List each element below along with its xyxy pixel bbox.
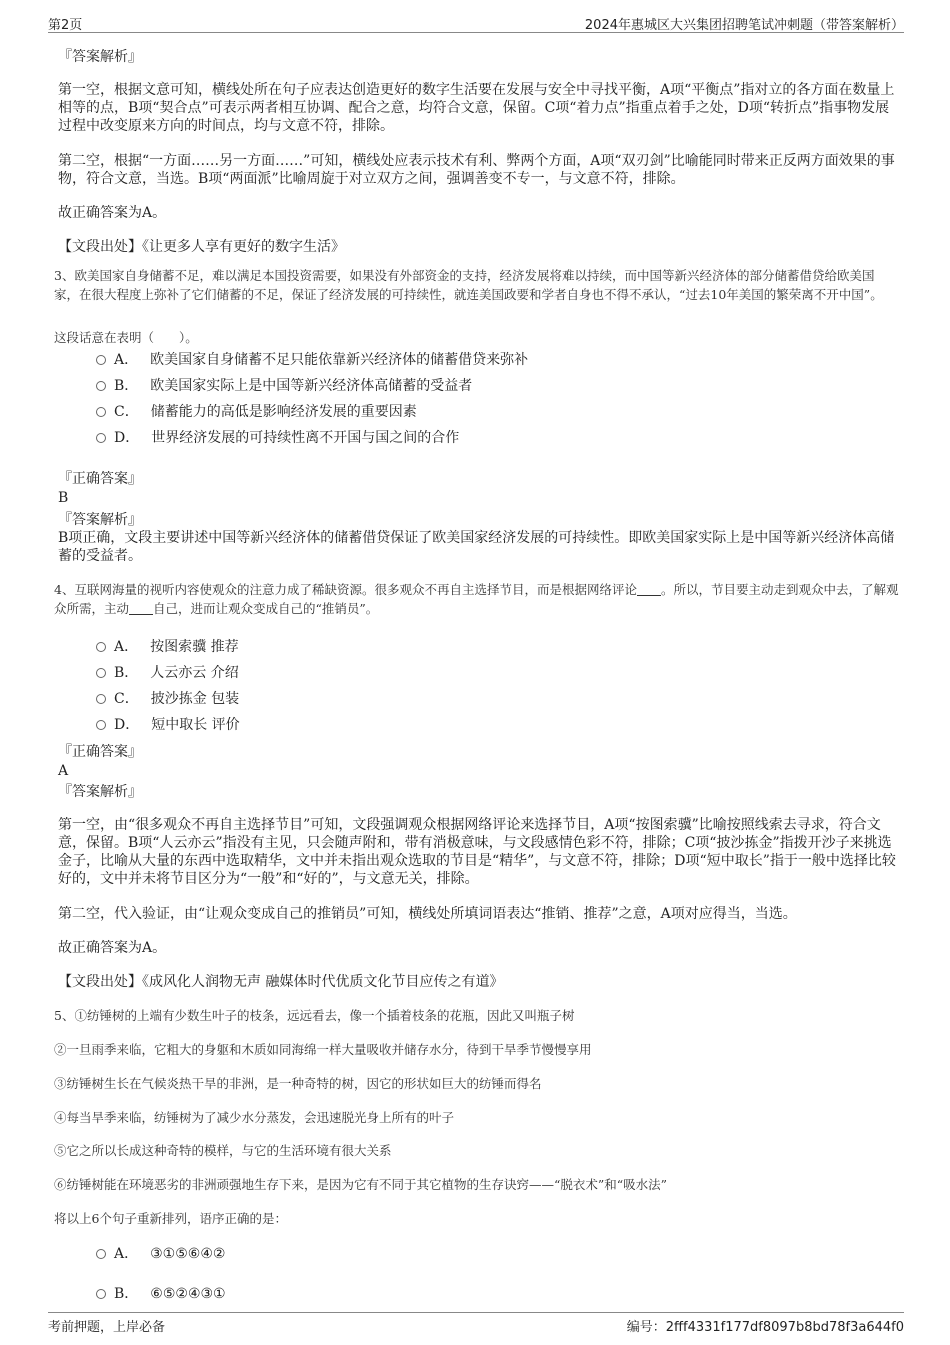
- q5-question: 将以上6个句子重新排列，语序正确的是：: [54, 1211, 287, 1226]
- radio-icon[interactable]: [96, 1249, 106, 1259]
- radio-icon[interactable]: [96, 720, 106, 730]
- q5-sentence-3: ③纺锤树生长在气候炎热干旱的非洲，是一种奇特的树，因它的形状如巨大的纺锤而得名: [54, 1076, 542, 1091]
- q5-sentence-1: 5、①纺锤树的上端有少数生叶子的枝条，远远看去，像一个插着枝条的花瓶，因此又叫瓶子树: [54, 1008, 575, 1023]
- page-header: [48, 12, 904, 33]
- q5-sentence-5: ⑤它之所以长成这种奇特的模样，与它的生活环境有很大关系: [54, 1143, 392, 1158]
- q2-analysis-label: 『答案解析』: [58, 49, 142, 65]
- q3-stem: 3、欧美国家自身储蓄不足，难以满足本国投资需要，如果没有外部资金的支持，经济发展将难以持续，而中国等新兴经济体的部分储蓄借贷给欧美国家，在很大程度上弥补了它们储蓄的不足，保证了经济发展的可持续性，就连美国政要和学者自身也不得不承认，“过去10年美国的繁荣离不开中国”。: [54, 268, 883, 302]
- q3-answer: B: [58, 490, 69, 506]
- q4-option-c[interactable]: C． 披沙拣金 包装: [96, 690, 239, 708]
- q3-option-b[interactable]: B． 欧美国家实际上是中国等新兴经济体高储蓄的受益者: [96, 377, 472, 395]
- radio-icon[interactable]: [96, 433, 106, 443]
- radio-icon[interactable]: [96, 1289, 106, 1299]
- q5-sentence-4: ④每当旱季来临，纺锤树为了减少水分蒸发，会迅速脱光身上所有的叶子: [54, 1110, 455, 1125]
- q4-source: 【文段出处】《成风化人润物无声 融媒体时代优质文化节目应传之有道》: [58, 974, 504, 990]
- q3-answer-label: 『正确答案』: [58, 471, 142, 487]
- q3-analysis: B项正确，文段主要讲述中国等新兴经济体的储蓄借贷保证了欧美国家经济发展的可持续性。即欧美国家实际上是中国等新兴经济体高储蓄的受益者。: [58, 530, 895, 564]
- radio-icon[interactable]: [96, 355, 106, 365]
- q4-answer: A: [58, 763, 69, 779]
- radio-icon[interactable]: [96, 642, 106, 652]
- q4-option-b[interactable]: B． 人云亦云 介绍: [96, 664, 239, 682]
- q3-option-d[interactable]: D． 世界经济发展的可持续性离不开国与国之间的合作: [96, 429, 459, 447]
- q5-sentence-2: ②一旦雨季来临，它粗大的身躯和木质如同海绵一样大量吸收并储存水分，待到干旱季节慢慢享用: [54, 1042, 592, 1057]
- q3-option-c[interactable]: C． 储蓄能力的高低是影响经济发展的重要因素: [96, 403, 417, 421]
- q5-sentence-6: ⑥纺锤树能在环境恶劣的非洲顽强地生存下来，是因为它有不同于其它植物的生存诀窍——“脱衣术”和“吸水法”: [54, 1177, 668, 1192]
- q2-analysis-para1: 第一空，根据文意可知，横线处所在句子应表达创造更好的数字生活要在发展与安全中寻找平衡，A项“平衡点”指对立的各方面在数量上相等的点，B项“契合点”可表示两者相互协调、配合之意，均符合文意，保留。C项“着力点”指重点着手之处，D项“转折点”指事物发展过程中改变原来方向的时间点，均与文意不符，排除。: [58, 82, 895, 134]
- page-footer: [48, 1312, 904, 1333]
- q3-analysis-label: 『答案解析』: [58, 512, 142, 528]
- q4-option-a[interactable]: A． 按图索骥 推荐: [96, 638, 239, 656]
- q5-option-a[interactable]: A． ③①⑤⑥④②: [96, 1245, 225, 1263]
- blank-1: [637, 583, 661, 596]
- radio-icon[interactable]: [96, 694, 106, 704]
- q4-conclusion: 故正确答案为A。: [58, 940, 167, 956]
- document-code: 编号：2fff4331f177df8097b8bd78f3a644f0: [626, 1320, 904, 1335]
- radio-icon[interactable]: [96, 407, 106, 417]
- q4-analysis-label: 『答案解析』: [58, 784, 142, 800]
- q4-option-d[interactable]: D． 短中取长 评价: [96, 716, 240, 734]
- q4-analysis-para2: 第二空，代入验证，由“让观众变成自己的推销员”可知，横线处所填词语表达“推销、推荐”之意，A项对应得当，当选。: [58, 906, 797, 922]
- blank-2: [129, 602, 153, 615]
- q3-question: 这段话意在表明（ ）。: [54, 330, 198, 345]
- q2-source: 【文段出处】《让更多人享有更好的数字生活》: [58, 239, 345, 255]
- q5-option-b[interactable]: B． ⑥⑤②④③①: [96, 1285, 226, 1303]
- q2-conclusion: 故正确答案为A。: [58, 205, 167, 221]
- radio-icon[interactable]: [96, 668, 106, 678]
- page-number: 第2页: [48, 18, 83, 33]
- footer-slogan: 考前押题，上岸必备: [48, 1320, 166, 1335]
- document-title: 2024年惠城区大兴集团招聘笔试冲刺题（带答案解析）: [584, 18, 904, 33]
- q4-analysis-para1: 第一空，由“很多观众不再自主选择节目”可知，文段强调观众根据网络评论来选择节目，A项“按图索骥”比喻按照线索去寻求，符合文意，保留。B项“人云亦云”指没有主见，只会随声附和，带有消极意味，与文段感情色彩不符，排除；C项“披沙拣金”指拨开沙子来挑选金子，比喻从大量的东西中选取精华，文中并未指出观众选取的节目是“精华”，与文意不符，排除；D项“短中取长”指于一般中选择比较好的，文中并未将节目区分为“一般”和“好的”，与文意无关，排除。: [58, 817, 896, 887]
- q4-stem: 4、互联网海量的视听内容使观众的注意力成了稀缺资源。很多观众不再自主选择节目，而是根据网络评论 。所以，节目要主动走到观众中去，了解观众所需，主动 自己，进而让观众变成自己的“推销员”。: [54, 582, 899, 616]
- q2-analysis-para2: 第二空，根据“一方面……另一方面……”可知，横线处应表示技术有利、弊两个方面，A项“双刃剑”比喻能同时带来正反两方面效果的事物，符合文意，当选。B项“两面派”比喻周旋于对立双方之间，强调善变不专一，与文意不符，排除。: [58, 153, 895, 187]
- radio-icon[interactable]: [96, 381, 106, 391]
- q4-answer-label: 『正确答案』: [58, 744, 142, 760]
- q3-option-a[interactable]: A． 欧美国家自身储蓄不足只能依靠新兴经济体的储蓄借贷来弥补: [96, 351, 528, 369]
